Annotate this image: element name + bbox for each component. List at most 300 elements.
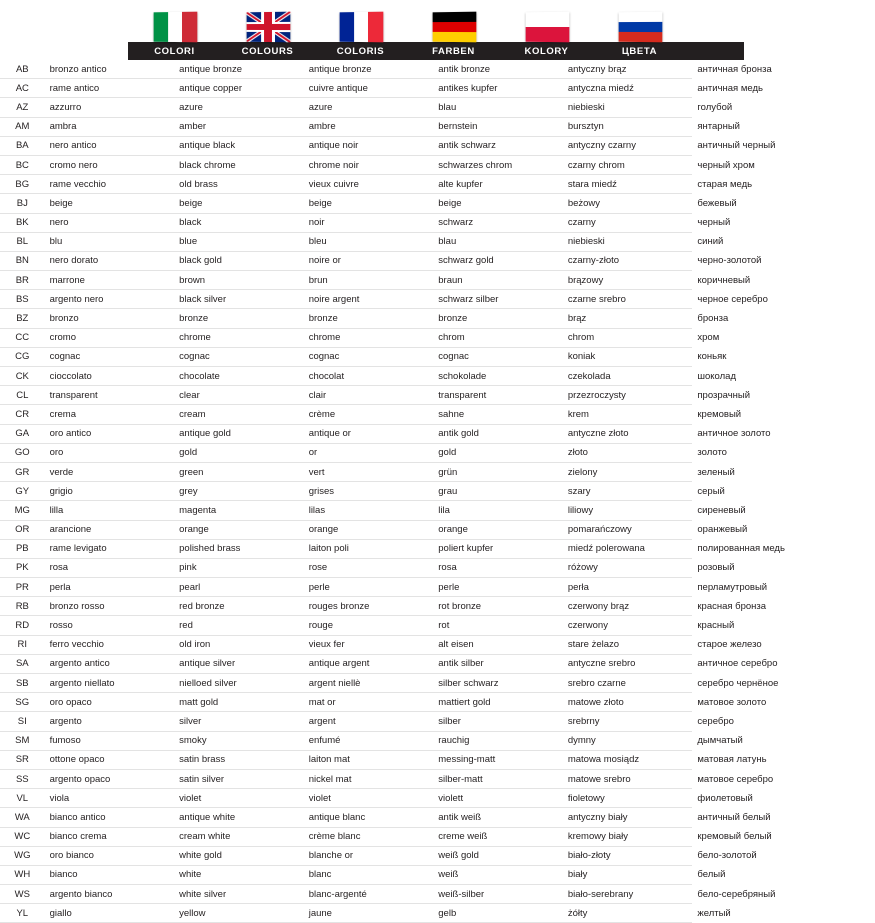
table-row	[0, 520, 875, 539]
cell-code: SR	[0, 750, 45, 769]
cell-fr: azure	[304, 98, 434, 117]
table-row	[0, 60, 875, 79]
cell-ru: черный	[697, 217, 731, 229]
cell-ru: серый	[697, 485, 725, 497]
cell-fr: rose	[304, 558, 434, 577]
cell-code: GA	[0, 424, 45, 443]
cell-fr: orange	[304, 520, 434, 539]
cell-code: BR	[0, 271, 45, 290]
table-row	[0, 731, 875, 750]
cell-fr: vieux cuivre	[304, 175, 434, 194]
cell-pl: różowy	[563, 558, 693, 577]
cell-en: black	[174, 213, 304, 232]
cell-fr: noire argent	[304, 290, 434, 309]
cell-de: rosa	[433, 558, 563, 577]
table-row	[0, 578, 875, 597]
cell-pl: szary	[563, 482, 693, 501]
cell-code: YL	[0, 904, 45, 923]
cell-ru: черный хром	[697, 159, 755, 171]
cell-fr: antique or	[304, 424, 434, 443]
cell-pl: antyczne złoto	[563, 424, 693, 443]
cell-fr: cognac	[304, 347, 434, 366]
cell-ru: дымчатый	[697, 735, 743, 747]
cell-code: OR	[0, 520, 45, 539]
cell-pl: beżowy	[563, 194, 693, 213]
cell-ru: серебро чернёное	[697, 677, 779, 689]
table-row	[0, 155, 875, 174]
cell-code: SS	[0, 769, 45, 788]
cell-en: gold	[174, 443, 304, 462]
cell-ru: белый	[697, 869, 726, 881]
table-row	[0, 386, 875, 405]
cell-en: chocolate	[174, 367, 304, 386]
cell-en: yellow	[174, 904, 304, 923]
flag-cell-russia	[593, 0, 686, 42]
cell-code: AM	[0, 117, 45, 136]
cell-en: polished brass	[174, 539, 304, 558]
cell-it: cognac	[45, 347, 175, 366]
cell-en: antique copper	[174, 79, 304, 98]
cell-de: schwarz gold	[433, 251, 563, 270]
table-row	[0, 674, 875, 693]
cell-en: old brass	[174, 175, 304, 194]
table-row	[0, 194, 875, 213]
cell-fr: enfumé	[304, 731, 434, 750]
cell-ru: кремовый белый	[697, 831, 772, 843]
table-row	[0, 501, 875, 520]
cell-fr: or	[304, 443, 434, 462]
cell-pl: antyczne srebro	[563, 654, 693, 673]
flag-cell-poland	[500, 0, 593, 42]
cell-de: weiß-silber	[433, 885, 563, 904]
cell-fr: bleu	[304, 232, 434, 251]
cell-de: bernstein	[433, 117, 563, 136]
cell-pl: czekolada	[563, 367, 693, 386]
cell-code: RD	[0, 616, 45, 635]
cell-it: blu	[45, 232, 175, 251]
cell-ru: голубой	[697, 101, 733, 113]
table-row	[0, 616, 875, 635]
cell-pl: czarne srebro	[563, 290, 693, 309]
table-row	[0, 693, 875, 712]
cell-ru: античное серебро	[697, 658, 778, 670]
cell-ru: розовый	[697, 562, 735, 574]
cell-pl: bursztyn	[563, 117, 693, 136]
column-header-it: COLORI	[154, 45, 195, 57]
table-row	[0, 846, 875, 865]
cell-it: lilla	[45, 501, 175, 520]
cell-de: grün	[433, 462, 563, 481]
cell-en: azure	[174, 98, 304, 117]
cell-it: bronzo	[45, 309, 175, 328]
cell-ru: коричневый	[697, 274, 751, 286]
cell-de: braun	[433, 271, 563, 290]
table-row	[0, 213, 875, 232]
table-row	[0, 136, 875, 155]
cell-de: silber schwarz	[433, 674, 563, 693]
cell-pl: liliowy	[563, 501, 693, 520]
cell-en: blue	[174, 232, 304, 251]
cell-ru: фиолетовый	[697, 792, 753, 804]
cell-en: bronze	[174, 309, 304, 328]
cell-en: pearl	[174, 578, 304, 597]
cell-pl: biało-złoty	[563, 846, 693, 865]
cell-de: antik bronze	[433, 60, 563, 79]
cell-fr: noir	[304, 213, 434, 232]
cell-fr: argent	[304, 712, 434, 731]
cell-en: chrome	[174, 328, 304, 347]
cell-en: nielloed silver	[174, 674, 304, 693]
cell-pl: dymny	[563, 731, 693, 750]
cell-code: AB	[0, 60, 45, 79]
cell-ru: серебро	[697, 715, 734, 727]
cell-code: BS	[0, 290, 45, 309]
cell-fr: blanche or	[304, 846, 434, 865]
cell-de: blau	[433, 98, 563, 117]
cell-pl: chrom	[563, 328, 693, 347]
cell-ru: золото	[697, 447, 727, 459]
cell-it: rosa	[45, 558, 175, 577]
cell-en: antique black	[174, 136, 304, 155]
cell-it: rame antico	[45, 79, 175, 98]
cell-de: bronze	[433, 309, 563, 328]
cell-code: BK	[0, 213, 45, 232]
cell-it: ottone opaco	[45, 750, 175, 769]
cell-it: viola	[45, 789, 175, 808]
cell-code: WA	[0, 808, 45, 827]
table-row	[0, 117, 875, 136]
table-row	[0, 271, 875, 290]
table-row	[0, 789, 875, 808]
cell-de: chrom	[433, 328, 563, 347]
cell-de: transparent	[433, 386, 563, 405]
cell-fr: cuivre antique	[304, 79, 434, 98]
cell-pl: czerwony	[563, 616, 693, 635]
cell-de: sahne	[433, 405, 563, 424]
cell-it: oro bianco	[45, 846, 175, 865]
cell-pl: matowe srebro	[563, 769, 693, 788]
cell-en: magenta	[174, 501, 304, 520]
cell-de: schwarz	[433, 213, 563, 232]
cell-fr: beige	[304, 194, 434, 213]
cell-fr: crème blanc	[304, 827, 434, 846]
cell-it: oro antico	[45, 424, 175, 443]
table-row	[0, 885, 875, 904]
cell-en: green	[174, 462, 304, 481]
table-row	[0, 827, 875, 846]
cell-it: cromo nero	[45, 155, 175, 174]
cell-ru: шоколад	[697, 370, 737, 382]
cell-code: BG	[0, 175, 45, 194]
cell-code: AC	[0, 79, 45, 98]
cell-pl: fioletowy	[563, 789, 693, 808]
table-row	[0, 309, 875, 328]
cell-code: CL	[0, 386, 45, 405]
united-kingdom-flag	[246, 12, 290, 43]
cell-code: SA	[0, 654, 45, 673]
cell-ru: античное золото	[697, 428, 771, 440]
cell-en: matt gold	[174, 693, 304, 712]
cell-it: rame levigato	[45, 539, 175, 558]
cell-ru: бело-золотой	[697, 850, 757, 862]
cell-pl: czarny chrom	[563, 155, 693, 174]
cell-it: nero dorato	[45, 251, 175, 270]
cell-pl: brązowy	[563, 271, 693, 290]
cell-en: antique white	[174, 808, 304, 827]
flag-cell-france	[314, 0, 407, 42]
cell-code: RI	[0, 635, 45, 654]
cell-en: black chrome	[174, 155, 304, 174]
cell-code: WS	[0, 885, 45, 904]
cell-en: clear	[174, 386, 304, 405]
flag-cell-united-kingdom	[221, 0, 314, 42]
cell-pl: miedź polerowana	[563, 539, 693, 558]
table-row	[0, 98, 875, 117]
cell-ru: оранжевый	[697, 524, 748, 536]
cell-de: poliert kupfer	[433, 539, 563, 558]
cell-ru: античный черный	[697, 140, 776, 152]
cell-code: PR	[0, 578, 45, 597]
cell-fr: nickel mat	[304, 769, 434, 788]
cell-it: bianco crema	[45, 827, 175, 846]
cell-en: red bronze	[174, 597, 304, 616]
cell-it: grigio	[45, 482, 175, 501]
cell-it: giallo	[45, 904, 175, 923]
cell-ru: хром	[697, 332, 720, 344]
cell-pl: żółty	[563, 904, 693, 923]
cell-pl: antyczny czarny	[563, 136, 693, 155]
cell-pl: stara miedź	[563, 175, 693, 194]
cell-fr: bronze	[304, 309, 434, 328]
cell-it: argento bianco	[45, 885, 175, 904]
flag-row	[0, 0, 875, 42]
cell-it: nero antico	[45, 136, 175, 155]
cell-fr: antique noir	[304, 136, 434, 155]
cell-en: smoky	[174, 731, 304, 750]
cell-fr: brun	[304, 271, 434, 290]
cell-code: BN	[0, 251, 45, 270]
cell-en: satin brass	[174, 750, 304, 769]
cell-it: bianco	[45, 865, 175, 884]
cell-pl: krem	[563, 405, 693, 424]
cell-de: weiß gold	[433, 846, 563, 865]
cell-code: SM	[0, 731, 45, 750]
cell-it: cromo	[45, 328, 175, 347]
cell-ru: матовое золото	[697, 696, 767, 708]
cell-ru: матовое серебро	[697, 773, 774, 785]
cell-pl: antyczna miedź	[563, 79, 693, 98]
cell-de: gold	[433, 443, 563, 462]
cell-code: CK	[0, 367, 45, 386]
cell-it: ferro vecchio	[45, 635, 175, 654]
cell-de: gelb	[433, 904, 563, 923]
cell-it: argento niellato	[45, 674, 175, 693]
germany-flag	[432, 12, 476, 43]
cell-it: fumoso	[45, 731, 175, 750]
table-row	[0, 635, 875, 654]
cell-code: AZ	[0, 98, 45, 117]
cell-code: SG	[0, 693, 45, 712]
cell-code: BA	[0, 136, 45, 155]
cell-fr: jaune	[304, 904, 434, 923]
table-row	[0, 597, 875, 616]
cell-ru: сиреневый	[697, 504, 746, 516]
cell-en: silver	[174, 712, 304, 731]
cell-en: amber	[174, 117, 304, 136]
cell-de: grau	[433, 482, 563, 501]
cell-ru: желтый	[697, 907, 731, 919]
cell-it: azzurro	[45, 98, 175, 117]
cell-en: violet	[174, 789, 304, 808]
cell-code: BL	[0, 232, 45, 251]
cell-pl: czarny	[563, 213, 693, 232]
cell-code: PB	[0, 539, 45, 558]
cell-pl: biało-serebrany	[563, 885, 693, 904]
cell-it: beige	[45, 194, 175, 213]
cell-en: white	[174, 865, 304, 884]
table-row	[0, 904, 875, 923]
cell-ru: кремовый	[697, 408, 742, 420]
cell-en: antique silver	[174, 654, 304, 673]
cell-code: BJ	[0, 194, 45, 213]
russia-flag	[618, 12, 662, 43]
cell-de: antik silber	[433, 654, 563, 673]
cell-it: crema	[45, 405, 175, 424]
cell-ru: старая медь	[697, 178, 753, 190]
cell-fr: chrome noir	[304, 155, 434, 174]
cell-de: blau	[433, 232, 563, 251]
cell-fr: violet	[304, 789, 434, 808]
cell-pl: kremowy biały	[563, 827, 693, 846]
cell-code: PK	[0, 558, 45, 577]
cell-de: beige	[433, 194, 563, 213]
cell-it: argento opaco	[45, 769, 175, 788]
cell-en: cream white	[174, 827, 304, 846]
table-row	[0, 558, 875, 577]
cell-ru: матовая латунь	[697, 754, 767, 766]
cell-pl: pomarańczowy	[563, 520, 693, 539]
cell-fr: antique blanc	[304, 808, 434, 827]
table-row	[0, 750, 875, 769]
cell-code: SI	[0, 712, 45, 731]
cell-ru: старое железо	[697, 639, 762, 651]
cell-ru: бело-серебряный	[697, 888, 776, 900]
cell-it: nero	[45, 213, 175, 232]
table-row	[0, 405, 875, 424]
cell-de: creme weiß	[433, 827, 563, 846]
cell-en: grey	[174, 482, 304, 501]
cell-de: mattiert gold	[433, 693, 563, 712]
cell-pl: stare żelazo	[563, 635, 693, 654]
cell-ru: античный белый	[697, 811, 771, 823]
cell-fr: rouge	[304, 616, 434, 635]
cell-en: cream	[174, 405, 304, 424]
cell-ru: янтарный	[697, 121, 740, 133]
table-row	[0, 367, 875, 386]
table-row	[0, 328, 875, 347]
cell-code: WG	[0, 846, 45, 865]
column-header-ru: ЦВЕТА	[621, 45, 658, 57]
cell-en: antique bronze	[174, 60, 304, 79]
cell-code: GR	[0, 462, 45, 481]
cell-it: cioccolato	[45, 367, 175, 386]
cell-en: black gold	[174, 251, 304, 270]
cell-fr: vieux fer	[304, 635, 434, 654]
cell-fr: chocolat	[304, 367, 434, 386]
cell-it: bianco antico	[45, 808, 175, 827]
cell-pl: matowe złoto	[563, 693, 693, 712]
table-header-bar	[128, 42, 744, 60]
flag-cell-germany	[407, 0, 500, 42]
cell-en: white gold	[174, 846, 304, 865]
cell-pl: niebieski	[563, 98, 693, 117]
cell-fr: vert	[304, 462, 434, 481]
cell-it: argento nero	[45, 290, 175, 309]
cell-de: weiß	[433, 865, 563, 884]
column-header-en: COLOURS	[241, 45, 294, 57]
cell-fr: antique bronze	[304, 60, 434, 79]
table-row	[0, 462, 875, 481]
cell-en: brown	[174, 271, 304, 290]
table-row	[0, 443, 875, 462]
cell-pl: brąz	[563, 309, 693, 328]
cell-ru: красная бронза	[697, 600, 767, 612]
cell-de: silber	[433, 712, 563, 731]
cell-en: pink	[174, 558, 304, 577]
cell-pl: srebrny	[563, 712, 693, 731]
cell-de: antikes kupfer	[433, 79, 563, 98]
cell-de: schwarz silber	[433, 290, 563, 309]
cell-code: SB	[0, 674, 45, 693]
cell-pl: przezroczysty	[563, 386, 693, 405]
cell-fr: clair	[304, 386, 434, 405]
table-row	[0, 654, 875, 673]
cell-it: perla	[45, 578, 175, 597]
table-row	[0, 769, 875, 788]
cell-de: lila	[433, 501, 563, 520]
table-row	[0, 290, 875, 309]
cell-de: violett	[433, 789, 563, 808]
cell-pl: złoto	[563, 443, 693, 462]
cell-it: rosso	[45, 616, 175, 635]
cell-fr: grises	[304, 482, 434, 501]
column-header-fr: COLORIS	[336, 45, 385, 57]
cell-code: BC	[0, 155, 45, 174]
cell-pl: koniak	[563, 347, 693, 366]
cell-code: RB	[0, 597, 45, 616]
cell-pl: antyczny biały	[563, 808, 693, 827]
cell-fr: chrome	[304, 328, 434, 347]
cell-fr: noire or	[304, 251, 434, 270]
cell-en: black silver	[174, 290, 304, 309]
cell-pl: srebro czarne	[563, 674, 693, 693]
cell-ru: бежевый	[697, 197, 737, 209]
table-row	[0, 347, 875, 366]
cell-fr: laiton poli	[304, 539, 434, 558]
cell-code: CR	[0, 405, 45, 424]
cell-en: red	[174, 616, 304, 635]
column-header-de: FARBEN	[432, 45, 475, 57]
cell-de: rauchig	[433, 731, 563, 750]
cell-pl: czerwony brąz	[563, 597, 693, 616]
cell-de: alt eisen	[433, 635, 563, 654]
cell-ru: коньяк	[697, 351, 727, 363]
cell-code: CG	[0, 347, 45, 366]
table-row	[0, 539, 875, 558]
column-header-pl: KOLORY	[524, 45, 569, 57]
table-row	[0, 232, 875, 251]
cell-it: arancione	[45, 520, 175, 539]
